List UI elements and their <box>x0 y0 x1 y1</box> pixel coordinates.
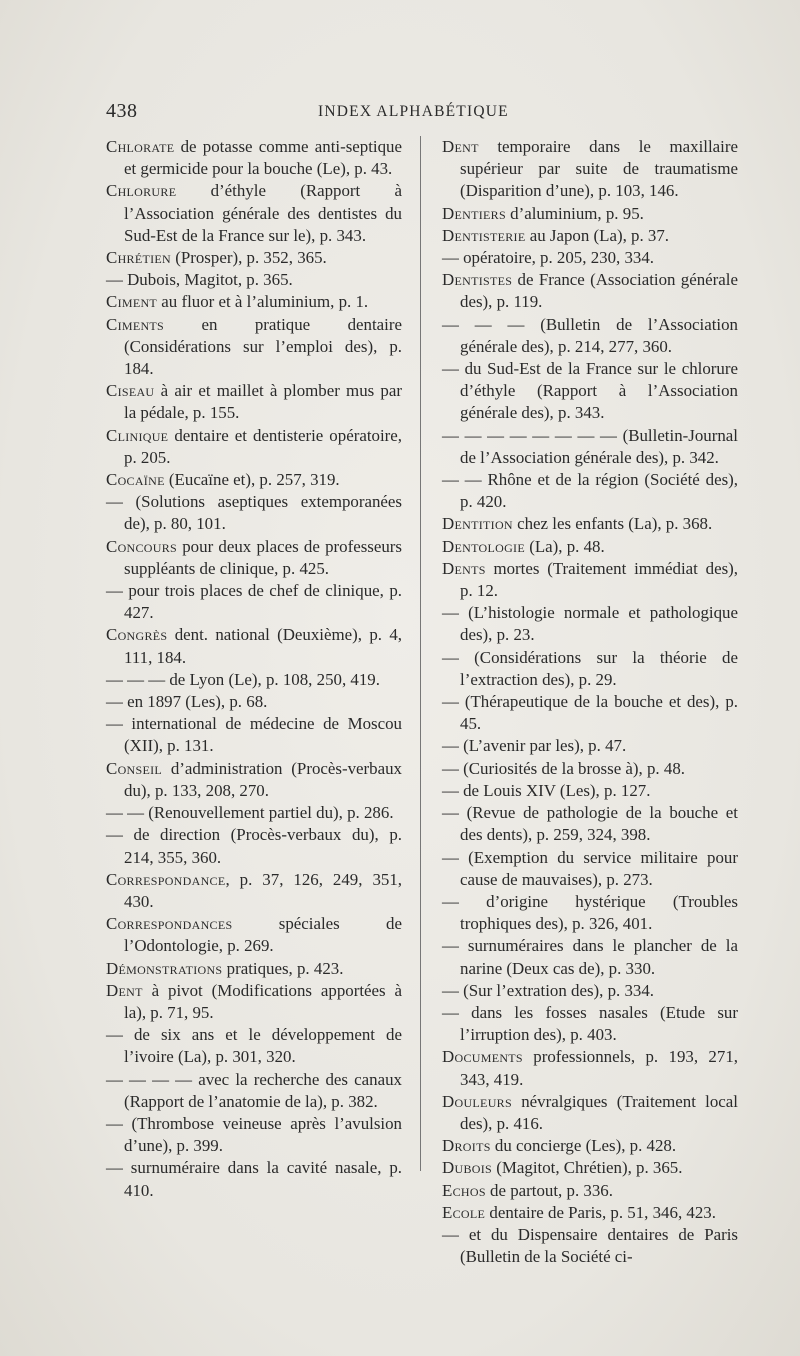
entry-headword: Cocaïne <box>106 470 165 490</box>
entry-headword: Chrétien <box>106 248 171 268</box>
entry-text: — Dubois, Magitot, p. 365. <box>106 270 293 290</box>
entry-text: — d’origine hystérique (Troubles trophiques des), p. 326, 401. <box>442 891 738 934</box>
index-entry <box>106 314 402 381</box>
index-entry <box>442 735 738 757</box>
entry-text: — — — — avec la recherche des canaux (Rapport de l’anatomie de la), p. 382. <box>106 1069 402 1111</box>
entry-text: — (Thérapeutique de la bouche et des), p. 45. <box>442 692 738 734</box>
entry-headword: Dentologie <box>442 536 525 556</box>
page-header <box>106 100 706 130</box>
index-entry <box>106 802 402 824</box>
index-entry <box>442 891 738 935</box>
entry-text: pour deux places de professeurs suppléants de clinique, p. 425. <box>124 536 402 578</box>
entry-headword: Clinique <box>106 425 169 445</box>
entry-headword: Dentistes <box>442 270 513 290</box>
entry-headword: Correspondances <box>106 914 233 934</box>
entry-headword: Documents <box>442 1047 523 1067</box>
entry-text: en pratique dentaire (Considérations sur l’emploi des), p. 184. <box>124 314 402 379</box>
entry-text: à pivot (Modifications apportées à la), p. 71, 95. <box>124 980 402 1022</box>
index-entry <box>442 314 738 358</box>
index-entry <box>106 1113 402 1157</box>
index-entry <box>442 847 738 891</box>
index-entry <box>106 669 402 691</box>
index-entry <box>442 1002 738 1046</box>
index-entry <box>442 780 738 802</box>
entry-text: temporaire dans le maxillaire supérieur par suite de traumatisme (Disparition d’une), p. 103, 146. <box>460 137 738 201</box>
index-entry <box>106 1024 402 1068</box>
entry-text: — pour trois places de chef de clinique, p. 427. <box>106 581 402 623</box>
index-entry <box>442 358 738 425</box>
index-entry <box>106 580 402 624</box>
index-entry <box>106 247 402 269</box>
entry-text: (Prosper), p. 352, 365. <box>171 248 327 268</box>
index-entry <box>442 536 738 558</box>
entry-text: — (Considérations sur la théorie de l’extraction des), p. 29. <box>442 647 738 689</box>
index-entry <box>106 380 402 424</box>
entry-text: — (Solutions aseptiques extemporanées de), p. 80, 101. <box>106 492 402 534</box>
index-entry <box>442 136 738 203</box>
index-entry <box>106 269 402 291</box>
entry-text: — en 1897 (Les), p. 68. <box>106 692 268 712</box>
entry-headword: Dentition <box>442 514 513 534</box>
entry-headword: Dents <box>442 558 486 578</box>
entry-text: dent. national (Deuxième), p. 4, 111, 184. <box>124 625 402 667</box>
index-entry <box>442 980 738 1002</box>
entry-text: névralgiques (Traitement local des), p. 416. <box>460 1091 738 1133</box>
index-entry <box>442 758 738 780</box>
entry-headword: Ecole <box>442 1202 486 1222</box>
entry-text: — (Curiosités de la brosse à), p. 48. <box>442 758 685 778</box>
entry-text: spéciales de l’Odontologie, p. 269. <box>124 914 402 956</box>
entry-text: (Magitot, Chrétien), p. 365. <box>492 1158 683 1178</box>
entry-text: — — Rhône et de la région (Société des), p. 420. <box>442 470 738 512</box>
entry-headword: Dentiers <box>442 203 506 223</box>
index-entry <box>442 1091 738 1135</box>
index-entry <box>442 691 738 735</box>
index-entry <box>106 1157 402 1201</box>
entry-text: — — — (Bulletin de l’Association générale des), p. 214, 277, 360. <box>442 314 738 356</box>
index-entry <box>442 425 738 469</box>
page-number: 438 <box>106 100 138 122</box>
index-entry <box>442 1157 738 1179</box>
entry-headword: Dent <box>442 137 479 156</box>
entry-text: de partout, p. 336. <box>485 1180 613 1200</box>
entry-headword: Dentisterie <box>442 225 526 245</box>
entry-text: de France (Association générale des), p. 119. <box>460 270 738 312</box>
index-entry <box>442 935 738 979</box>
running-title: INDEX ALPHABÉTIQUE <box>318 103 509 120</box>
index-entry <box>442 802 738 846</box>
entry-text: dentaire de Paris, p. 51, 346, 423. <box>485 1202 716 1222</box>
index-entry <box>106 624 402 668</box>
entry-headword: Ciment <box>106 292 158 312</box>
entry-headword: Chlorate <box>106 137 175 156</box>
entry-text: — (Exemption du service militaire pour cause de mauvaises), p. 273. <box>442 847 738 889</box>
entry-text: d’administration (Procès-verbaux du), p. 133, 208, 270. <box>124 758 402 800</box>
entry-headword: Dubois <box>442 1158 493 1178</box>
entry-headword: Echos <box>442 1180 486 1200</box>
entry-headword: Conseil <box>106 758 163 778</box>
index-entry <box>106 536 402 580</box>
index-column-right <box>442 136 738 1268</box>
entry-headword: Chlorure <box>106 181 177 201</box>
index-entry <box>442 1202 738 1224</box>
entry-headword: Dent <box>106 980 143 1000</box>
index-entry <box>106 469 402 491</box>
index-entry <box>106 758 402 802</box>
entry-text: — — (Renouvellement partiel du), p. 286. <box>106 803 394 823</box>
entry-text: au fluor et à l’aluminium, p. 1. <box>157 292 369 312</box>
entry-text: — du Sud-Est de la France sur le chlorure d’éthyle (Rapport à l’Association générale des), p. 343. <box>442 359 738 423</box>
index-entry <box>106 824 402 868</box>
entry-headword: Ciments <box>106 314 165 334</box>
index-entry <box>106 958 402 980</box>
entry-text: — (L’avenir par les), p. 47. <box>442 736 627 756</box>
index-entry <box>106 1069 402 1113</box>
index-entry <box>442 269 738 313</box>
index-entry <box>106 913 402 957</box>
entry-text: de potasse comme anti-septique et germicide pour la bouche (Le), p. 43. <box>124 137 402 179</box>
entry-headword: Congrès <box>106 625 168 645</box>
index-entry <box>106 691 402 713</box>
entry-text: — de six ans et le développement de l’ivoire (La), p. 301, 320. <box>106 1025 402 1067</box>
entry-text: — de Louis XIV (Les), p. 127. <box>442 780 651 800</box>
entry-text: — surnuméraire dans la cavité nasale, p. 410. <box>106 1158 402 1200</box>
entry-text: professionnels, p. 193, 271, 343, 419. <box>460 1047 738 1089</box>
index-entry <box>442 513 738 535</box>
entry-text: — international de médecine de Moscou (XII), p. 131. <box>106 714 402 756</box>
entry-headword: Concours <box>106 536 178 556</box>
entry-text: d’aluminium, p. 95. <box>505 203 644 223</box>
index-entry <box>442 558 738 602</box>
entry-text: — — — — — — — — (Bulletin-Journal de l’Association générale des), p. 342. <box>442 425 738 467</box>
entry-text: chez les enfants (La), p. 368. <box>512 514 713 534</box>
entry-text: (La), p. 48. <box>524 536 605 556</box>
entry-text: — de direction (Procès-verbaux du), p. 214, 355, 360. <box>106 825 402 867</box>
index-entry <box>442 602 738 646</box>
entry-text: — (L’histologie normale et pathologique des), p. 23. <box>442 603 738 645</box>
entry-text: — surnuméraires dans le plancher de la narine (Deux cas de), p. 330. <box>442 936 738 978</box>
entry-text: à air et maillet à plomber mus par la pédale, p. 155. <box>124 381 402 423</box>
index-entry <box>442 247 738 269</box>
entry-text: dentaire et dentisterie opératoire, p. 205. <box>124 425 402 467</box>
entry-text: — dans les fosses nasales (Etude sur l’irruption des), p. 403. <box>442 1002 738 1045</box>
entry-text: mortes (Traitement immédiat des), p. 12. <box>460 558 738 601</box>
entry-text: — (Sur l’extration des), p. 334. <box>442 980 655 1000</box>
entry-text: au Japon (La), p. 37. <box>525 225 670 245</box>
entry-text: — et du Dispensaire dentaires de Paris (Bulletin de la Société ci- <box>442 1224 738 1267</box>
entry-headword: Correspondance <box>106 869 226 889</box>
entry-text: d’éthyle (Rapport à l’Association générale des dentistes du Sud-Est de la France sur le), p. 343. <box>124 181 402 245</box>
index-entry <box>106 425 402 469</box>
index-entry <box>442 469 738 513</box>
entry-headword: Douleurs <box>442 1091 512 1111</box>
index-entry <box>106 491 402 535</box>
index-entry <box>106 980 402 1024</box>
entry-text: du concierge (Les), p. 428. <box>490 1136 677 1156</box>
index-entry <box>442 1046 738 1090</box>
entry-text: — opératoire, p. 205, 230, 334. <box>442 248 655 268</box>
index-entry <box>442 1180 738 1202</box>
index-entry <box>442 203 738 225</box>
entry-text: — (Thrombose veineuse après l’avulsion d’une), p. 399. <box>106 1113 402 1156</box>
entry-headword: Ciseau <box>106 381 155 401</box>
entry-text: , p. 37, 126, 249, 351, 430. <box>124 869 402 911</box>
entry-text: — (Revue de pathologie de la bouche et des dents), p. 259, 324, 398. <box>442 803 738 845</box>
entry-text: pratiques, p. 423. <box>222 958 344 978</box>
column-divider <box>420 136 421 1171</box>
index-entry <box>106 180 402 247</box>
index-entry <box>442 1224 738 1268</box>
index-entry <box>106 869 402 913</box>
index-entry <box>442 1135 738 1157</box>
entry-text: — — — de Lyon (Le), p. 108, 250, 419. <box>106 669 380 689</box>
index-entry <box>106 136 402 180</box>
index-column-left <box>106 136 402 1202</box>
entry-headword: Démonstrations <box>106 958 223 978</box>
index-entry <box>106 291 402 313</box>
entry-headword: Droits <box>442 1136 491 1156</box>
index-entry <box>442 225 738 247</box>
index-entry <box>106 713 402 757</box>
index-entry <box>442 647 738 691</box>
entry-text: (Eucaïne et), p. 257, 319. <box>164 470 340 490</box>
